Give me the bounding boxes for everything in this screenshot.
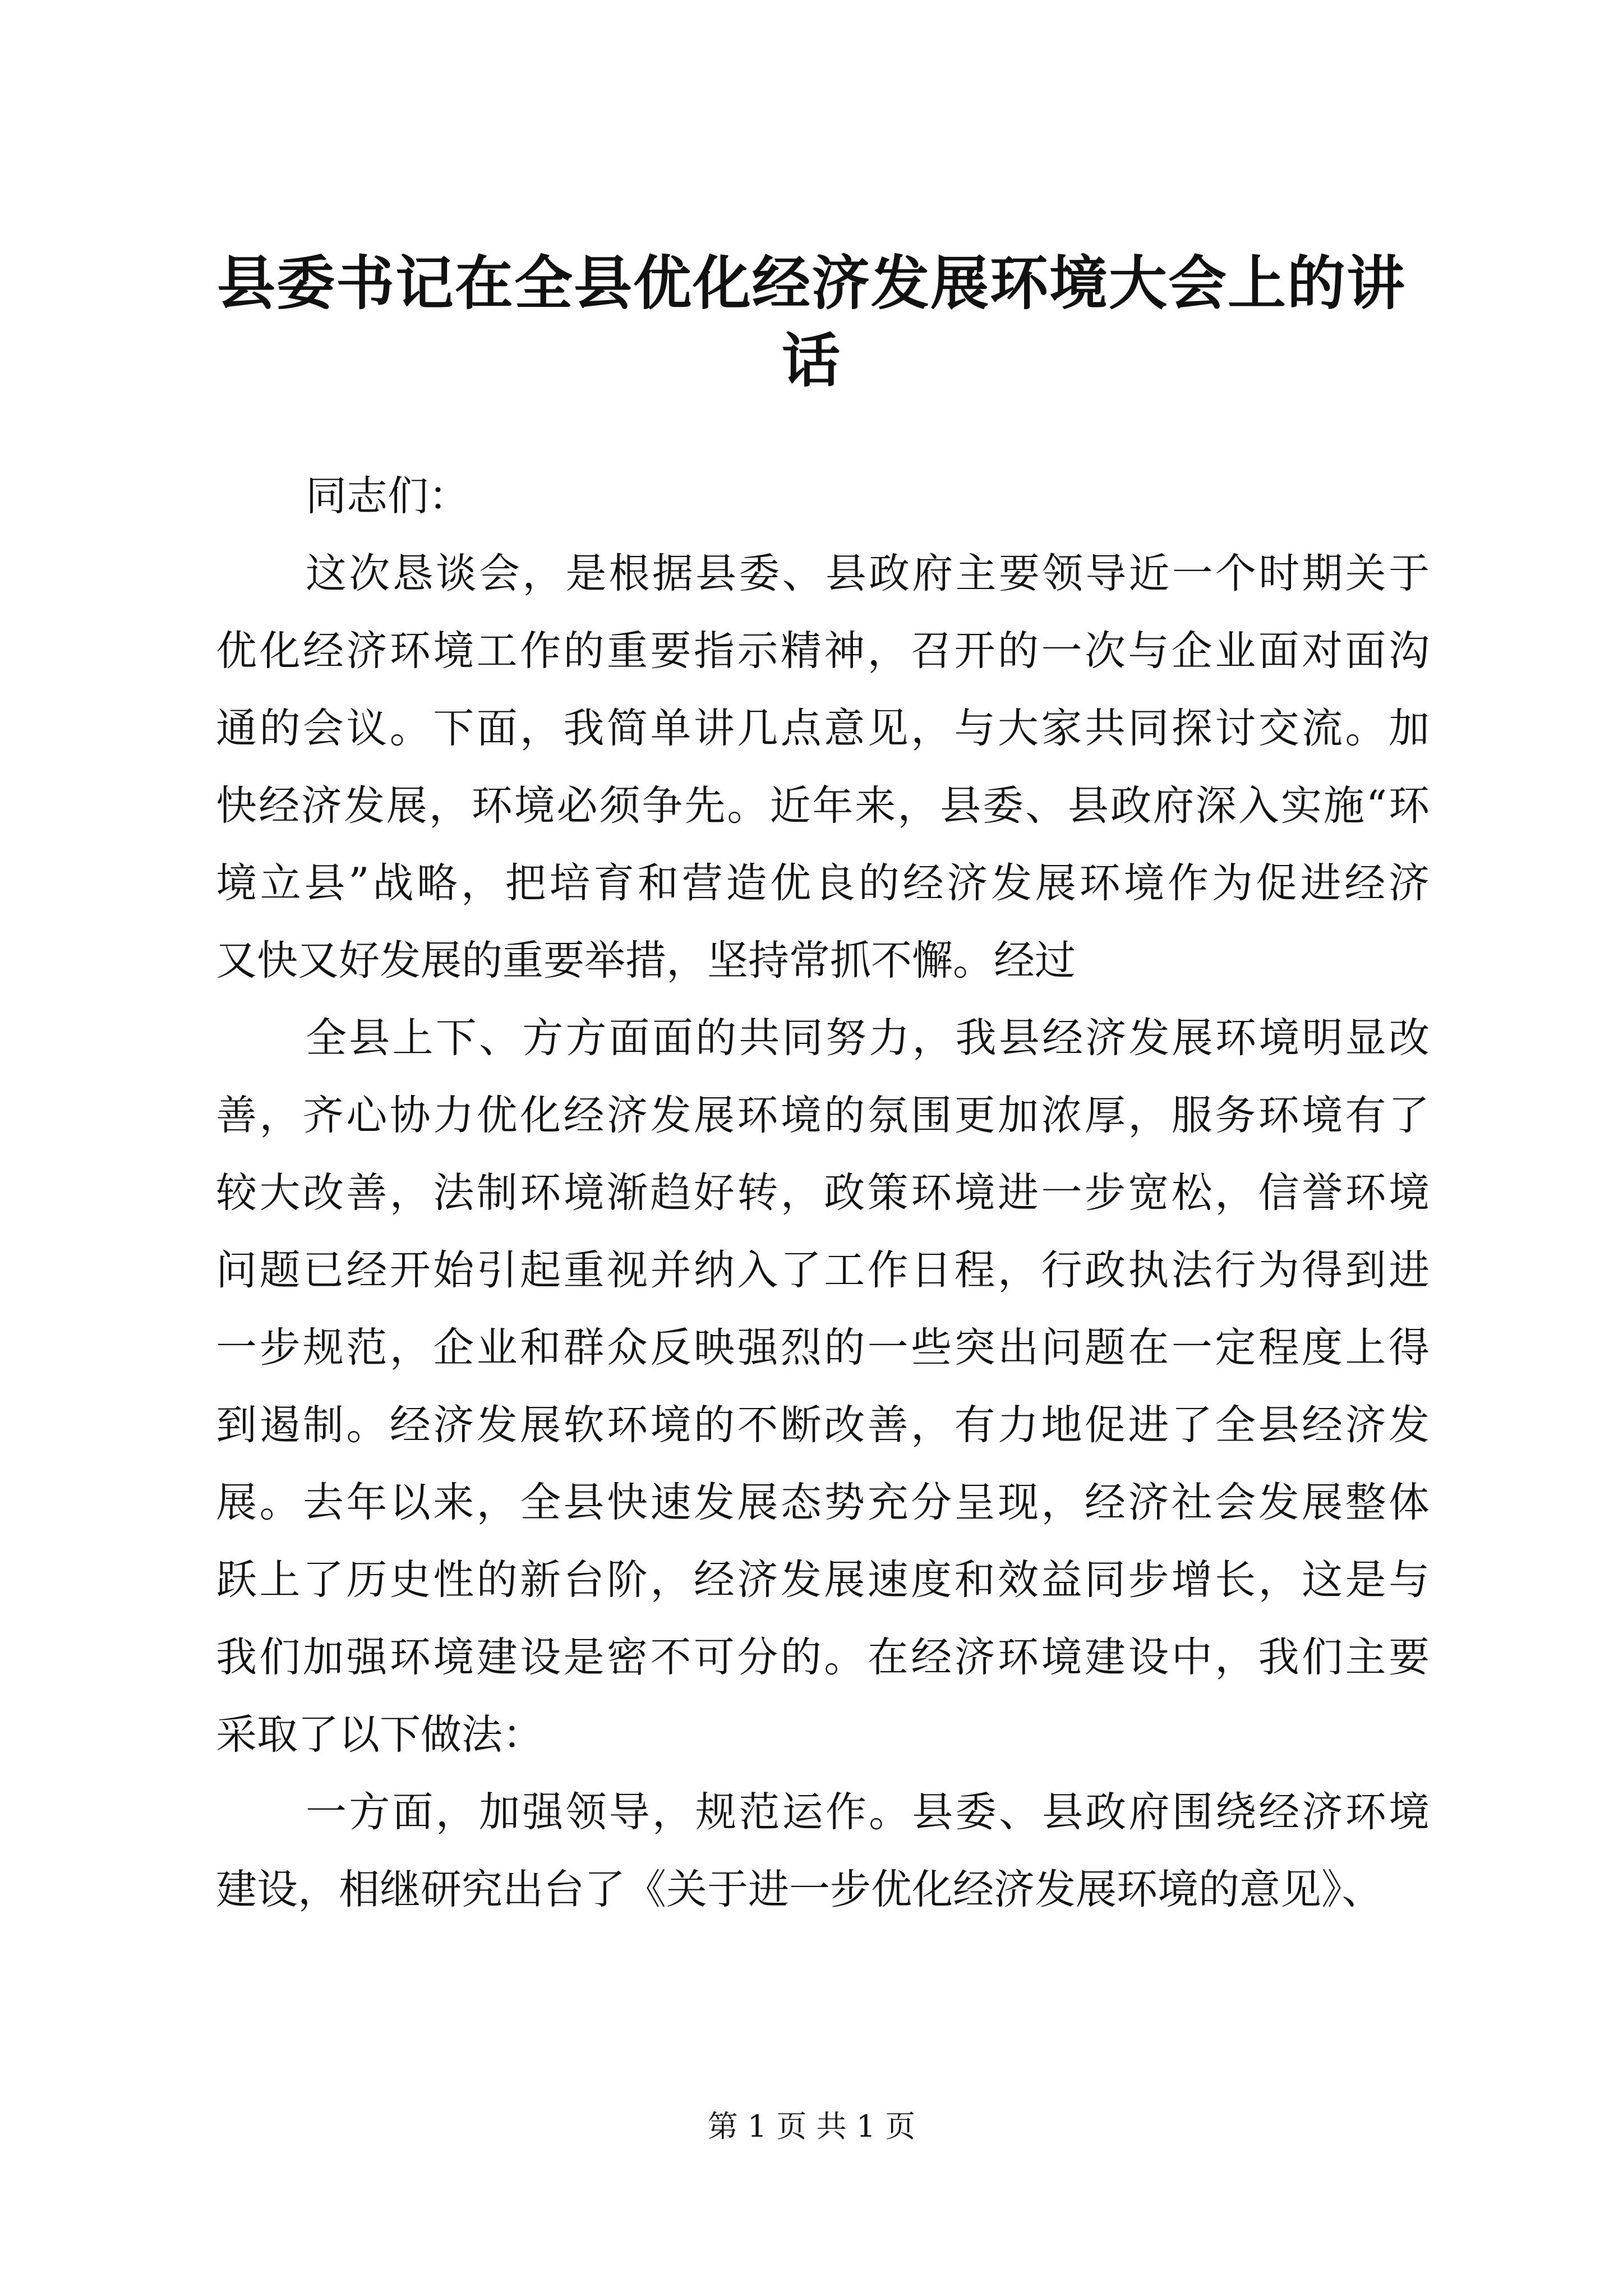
paragraph-line: 这次恳谈会，是根据县委、县政府主要领导近一个时期关于 bbox=[306, 550, 1430, 597]
document-title bbox=[213, 241, 1410, 396]
paragraph-line: 较大改善，法制环境渐趋好转，政策环境进一步宽松，信誉环境 bbox=[216, 1169, 1430, 1217]
paragraph-line: 快经济发展，环境必须争先。近年来，县委、县政府深入实施“环 bbox=[216, 782, 1430, 830]
paragraph-2 bbox=[216, 1000, 1430, 1774]
paragraph-1 bbox=[216, 535, 1430, 1000]
paragraph-line: 我们加强环境建设是密不可分的。在经济环境建设中，我们主要 bbox=[216, 1634, 1430, 1681]
page-footer: 第 1 页 共 1 页 bbox=[707, 2109, 916, 2144]
paragraph-line: 一方面，加强领导，规范运作。县委、县政府围绕经济环境 bbox=[306, 1788, 1430, 1836]
paragraph-3 bbox=[216, 1774, 1430, 1929]
paragraph-line: 到遏制。经济发展软环境的不断改善，有力地促进了全县经济发 bbox=[216, 1401, 1430, 1449]
title-line-2: 话 bbox=[781, 326, 841, 395]
salutation: 同志们： bbox=[306, 472, 469, 520]
paragraph-line: 采取了以下做法： bbox=[216, 1711, 543, 1759]
paragraph-line: 境立县”战略，把培育和营造优良的经济发展环境作为促进经济 bbox=[216, 859, 1430, 907]
paragraph-line: 优化经济环境工作的重要指示精神，召开的一次与企业面对面沟 bbox=[216, 627, 1430, 675]
paragraph-line: 一步规范，企业和群众反映强烈的一些突出问题在一定程度上得 bbox=[216, 1324, 1430, 1372]
paragraph-line: 展。去年以来，全县快速发展态势充分呈现，经济社会发展整体 bbox=[216, 1479, 1430, 1526]
paragraph-line: 建设，相继研究出台了《关于进一步优化经济发展环境的意见》、 bbox=[216, 1866, 1383, 1913]
paragraph-line: 善，齐心协力优化经济发展环境的氛围更加浓厚，服务环境有了 bbox=[216, 1092, 1430, 1139]
title-line-1: 县委书记在全县优化经济发展环境大会上的讲 bbox=[216, 249, 1406, 318]
paragraph-line: 问题已经开始引起重视并纳入了工作日程，行政执法行为得到进 bbox=[216, 1246, 1430, 1294]
paragraph-line: 跃上了历史性的新台阶，经济发展速度和效益同步增长，这是与 bbox=[216, 1556, 1430, 1604]
paragraph-line: 通的会议。下面，我简单讲几点意见，与大家共同探讨交流。加 bbox=[216, 705, 1430, 752]
paragraph-line: 全县上下、方方面面的共同努力，我县经济发展环境明显改 bbox=[306, 1014, 1430, 1062]
document-body bbox=[216, 458, 1430, 1929]
paragraph-line: 又快又好发展的重要举措，坚持常抓不懈。经过 bbox=[216, 937, 1076, 984]
